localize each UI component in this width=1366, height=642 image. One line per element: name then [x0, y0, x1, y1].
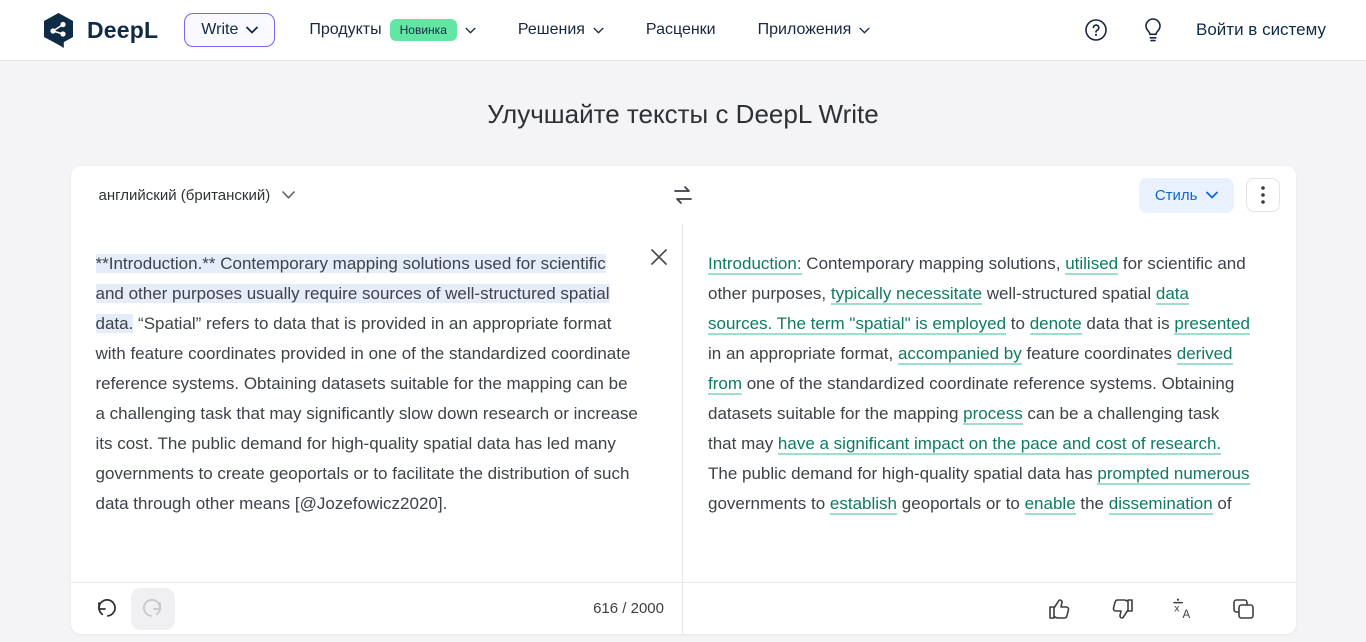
- write-label: Write: [201, 21, 239, 38]
- nav-label: Расценки: [645, 21, 716, 38]
- chevron-down-icon: [859, 27, 870, 34]
- page-title: Улучшайте тексты с DeepL Write: [487, 99, 879, 129]
- chevron-down-icon: [282, 191, 295, 199]
- changed-segment[interactable]: derived from: [708, 344, 1233, 393]
- changed-segment[interactable]: presented: [1174, 314, 1250, 333]
- main-nav: [309, 19, 870, 41]
- result-panel[interactable]: [683, 224, 1296, 582]
- text-segment: can be a challenging task that may: [708, 404, 1220, 453]
- text-segment: of: [1212, 494, 1232, 513]
- undo-button[interactable]: [93, 597, 119, 621]
- character-count: 616 / 2000: [593, 600, 664, 617]
- brand-name: DeepL: [87, 16, 159, 43]
- undo-icon: [95, 599, 117, 619]
- text-segment: data that is: [1081, 314, 1175, 333]
- text-segment: well-structured spatial: [982, 284, 1156, 303]
- new-badge: Новинка: [390, 19, 457, 41]
- changed-segment[interactable]: prompted numerous: [1097, 464, 1250, 483]
- thumbs-up-icon: [1048, 598, 1072, 620]
- nav-label: Продукты: [309, 21, 382, 38]
- svg-text:A: A: [1182, 608, 1190, 620]
- swap-languages-button[interactable]: [671, 184, 695, 206]
- nav-item-apps[interactable]: [758, 21, 871, 39]
- chevron-down-icon: [593, 27, 604, 34]
- editor-panels: [71, 224, 1296, 582]
- style-label: Стиль: [1154, 186, 1198, 204]
- text-segment: to: [1006, 314, 1030, 333]
- text-segment: Contemporary mapping solutions,: [801, 254, 1066, 273]
- chevron-down-icon: [1206, 191, 1218, 199]
- clear-text-button[interactable]: [650, 248, 668, 266]
- language-label: английский (британский): [98, 186, 271, 204]
- source-toolbar: [71, 582, 684, 634]
- source-panel[interactable]: [71, 224, 684, 582]
- chevron-down-icon: [465, 27, 476, 34]
- thumbs-down-icon: [1110, 598, 1134, 620]
- navbar: [0, 0, 1366, 61]
- source-rest-text[interactable]: “Spatial” refers to data that is provided in an appropriate format with feature coordinates provided in one of the standardized coordinate reference systems. Obtaining datasets suitable for the mapping can be a challenging task that may significantly slow down research or increase its cost. The public demand for high-quality spatial data has led many governments to create geoportals or to facilitate the distribution of such data through other means [@Jozefowicz2020].: [95, 314, 638, 513]
- editor-header: [71, 166, 1296, 224]
- nav-item-solutions[interactable]: [518, 21, 604, 39]
- translate-button[interactable]: [1170, 596, 1196, 622]
- deepl-logo[interactable]: [40, 12, 158, 49]
- translate-icon: [1172, 598, 1194, 620]
- svg-text:x: x: [1173, 602, 1179, 614]
- style-button[interactable]: [1139, 178, 1234, 213]
- changed-segment[interactable]: dissemination: [1108, 494, 1213, 513]
- changed-segment[interactable]: utilised: [1065, 254, 1119, 273]
- changed-segment[interactable]: have a significant impact on the pace and cost of research.: [777, 434, 1222, 453]
- nav-item-pricing[interactable]: [646, 21, 716, 39]
- changed-segment[interactable]: establish: [829, 494, 898, 513]
- language-selector[interactable]: [99, 187, 296, 204]
- text-segment: the: [1075, 494, 1109, 513]
- chevron-down-icon: [246, 26, 258, 34]
- changed-segment[interactable]: Introduction:: [708, 254, 802, 273]
- source-highlighted-text[interactable]: **Introduction.** Contemporary mapping solutions used for scientific and other purposes usually require sources of well-structured spatial data.: [95, 254, 610, 333]
- changed-segment[interactable]: enable: [1024, 494, 1076, 513]
- copy-icon: [1232, 598, 1256, 620]
- result-text: [683, 224, 1296, 519]
- changed-segment[interactable]: typically necessitate: [830, 284, 983, 303]
- result-toolbar: [683, 582, 1296, 634]
- nav-label: Решения: [517, 21, 585, 38]
- editor-header-right: [1139, 178, 1280, 213]
- lightbulb-icon: [1142, 17, 1164, 43]
- source-text[interactable]: [71, 224, 683, 519]
- whats-new-button[interactable]: [1140, 15, 1166, 45]
- deepl-logo-icon: [40, 12, 77, 49]
- help-icon: [1084, 18, 1108, 42]
- close-icon: [650, 248, 668, 266]
- changed-segment[interactable]: accompanied by: [897, 344, 1022, 363]
- thumbs-up-button[interactable]: [1046, 596, 1074, 622]
- text-segment: feature coordinates: [1021, 344, 1177, 363]
- text-segment: governments to: [708, 494, 830, 513]
- navbar-right: [1082, 15, 1326, 45]
- editor-toolbars: [71, 582, 1296, 634]
- nav-item-products[interactable]: [309, 19, 476, 41]
- text-segment: The public demand for high-quality spatial data has: [708, 464, 1098, 483]
- changed-segment[interactable]: data sources. The term "spatial" is employed: [708, 284, 1189, 333]
- changed-segment[interactable]: denote: [1029, 314, 1082, 333]
- text-segment: in an appropriate format,: [708, 344, 898, 363]
- text-segment: for scientific and other purposes,: [708, 254, 1246, 303]
- nav-label: Приложения: [757, 21, 852, 38]
- text-segment: geoportals or to: [897, 494, 1025, 513]
- swap-arrows-icon: [671, 184, 695, 206]
- kebab-icon: [1261, 186, 1265, 204]
- redo-icon: [142, 599, 164, 619]
- write-product-selector[interactable]: [184, 13, 275, 47]
- copy-button[interactable]: [1230, 596, 1258, 622]
- editor-card: [71, 166, 1296, 634]
- more-options-button[interactable]: [1246, 178, 1280, 212]
- thumbs-down-button[interactable]: [1108, 596, 1136, 622]
- redo-button[interactable]: [131, 588, 175, 630]
- text-segment: one of the standardized coordinate reference systems. Obtaining datasets suitable for the mapping: [708, 374, 1235, 423]
- changed-segment[interactable]: process: [963, 404, 1023, 423]
- help-button[interactable]: [1082, 16, 1110, 44]
- login-button[interactable]: Войти в систему: [1196, 20, 1326, 39]
